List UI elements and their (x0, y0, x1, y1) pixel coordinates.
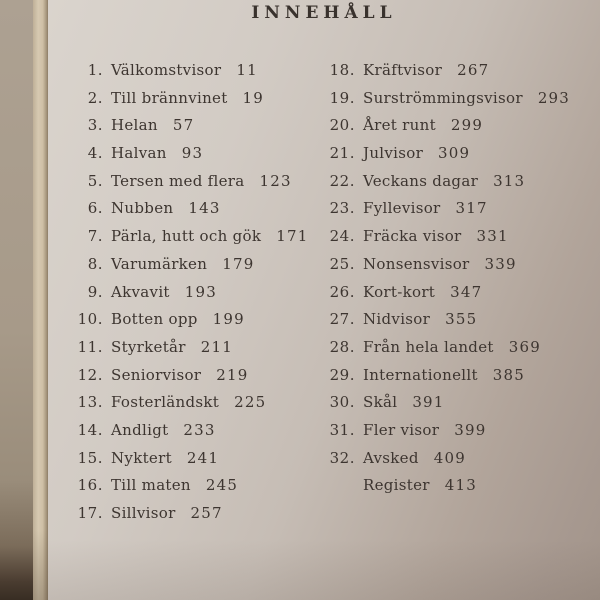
entry-number: 9. (87, 282, 103, 301)
toc-entry (76, 168, 326, 196)
toc-entry (76, 334, 326, 362)
entry-title: Andligt (111, 420, 169, 439)
entry-page-number: 257 (190, 504, 223, 522)
toc-entry (328, 85, 600, 113)
entry-title: Register (363, 476, 430, 495)
entry-title: Pärla, hutt och gök (111, 227, 262, 246)
entry-number: 21. (329, 144, 355, 163)
book-cover-edge (0, 0, 33, 600)
entry-number: 25. (329, 254, 355, 273)
entry-number: 27. (329, 310, 355, 329)
entry-number: 2. (87, 88, 103, 107)
entry-page-number: 19 (242, 88, 265, 107)
entry-title: Fyllevisor (363, 199, 441, 218)
entry-title: Seniorvisor (111, 365, 202, 384)
entry-page-number: 391 (412, 393, 445, 412)
toc-entry (328, 445, 600, 473)
entry-title: Kräftvisor (363, 61, 443, 79)
toc-entry (328, 140, 600, 168)
entry-number: 16. (77, 476, 103, 495)
toc-entry (328, 306, 600, 334)
entry-page-number: 143 (188, 199, 221, 218)
toc-columns (48, 57, 600, 528)
toc-entry (76, 306, 326, 334)
entry-title: Till maten (111, 476, 191, 495)
entry-title: Nyktert (111, 448, 172, 467)
entry-page-number: 179 (222, 254, 255, 273)
toc-entry (328, 195, 600, 223)
entry-title: Fräcka visor (363, 227, 462, 246)
entry-page-number: 317 (455, 199, 488, 218)
toc-entry (328, 334, 600, 362)
entry-number: 7. (87, 227, 103, 246)
toc-entry (76, 57, 326, 85)
entry-title: Nidvisor (363, 310, 431, 329)
entry-page-number: 339 (484, 254, 517, 273)
entry-number: 22. (329, 171, 355, 190)
entry-number: 4. (87, 144, 103, 163)
entry-number: 26. (329, 282, 355, 301)
entry-page-number: 193 (184, 282, 217, 301)
toc-entry (76, 140, 326, 168)
entry-title: Internationellt (363, 365, 478, 384)
entry-title: Kort-kort (363, 282, 436, 301)
toc-entry (76, 500, 326, 528)
toc-entry (76, 362, 326, 390)
entry-title: Veckans dagar (363, 171, 479, 190)
entry-page-number: 369 (508, 337, 541, 356)
entry-number: 1. (87, 61, 103, 79)
entry-page-number: 241 (186, 448, 220, 467)
toc-entry (328, 472, 600, 500)
entry-title: Från hela landet (363, 337, 494, 356)
entry-page-number: 385 (492, 365, 526, 384)
toc-entry (76, 85, 326, 113)
entry-number: 32. (329, 448, 355, 467)
entry-page-number: 399 (454, 420, 487, 439)
toc-entry (76, 445, 326, 473)
toc-entry (328, 389, 600, 417)
entry-title: Året runt (363, 116, 436, 135)
toc-entry (328, 112, 600, 140)
toc-entry (328, 57, 600, 85)
entry-page-number: 233 (183, 420, 216, 439)
toc-entry (76, 112, 326, 140)
entry-page-number: 245 (205, 476, 239, 495)
entry-number: 5. (87, 171, 103, 190)
toc-entry (76, 279, 326, 307)
entry-page-number: 93 (181, 144, 204, 163)
entry-number: 10. (77, 310, 103, 329)
toc-entry (76, 417, 326, 445)
entry-page-number: 225 (234, 393, 267, 412)
entry-number: 13. (77, 393, 103, 412)
entry-page-number: 331 (476, 227, 509, 246)
entry-page-number: 219 (216, 365, 249, 384)
page-title: INNEHÅLL (251, 3, 397, 23)
entry-title: Fler visor (363, 420, 440, 439)
entry-title: Halvan (111, 144, 167, 163)
entry-number: 11. (77, 337, 103, 356)
entry-title: Styrketår (111, 337, 186, 356)
toc-column-right (328, 57, 600, 528)
entry-page-number: 309 (438, 144, 471, 163)
entry-page-number: 171 (276, 227, 309, 246)
entry-page-number: 313 (493, 171, 526, 190)
entry-page-number: 293 (537, 88, 571, 107)
entry-title: Surströmmingsvisor (363, 88, 523, 107)
entry-title: Botten opp (111, 310, 198, 329)
page-stack-edge (33, 0, 48, 600)
entry-number: 24. (329, 227, 355, 246)
toc-entry (76, 195, 326, 223)
toc-entry (76, 389, 326, 417)
toc-entry (328, 168, 600, 196)
entry-title: Tersen med flera (111, 171, 245, 190)
entry-title: Nubben (111, 199, 174, 218)
entry-page-number: 347 (450, 282, 483, 301)
toc-column-left (76, 57, 326, 528)
toc-entry (328, 362, 600, 390)
entry-title: Nonsensvisor (363, 254, 470, 273)
entry-number: 30. (329, 393, 355, 412)
toc-entry (328, 223, 600, 251)
entry-page-number: 299 (450, 116, 484, 135)
entry-title: Avsked (363, 448, 419, 467)
entry-number: 28. (329, 337, 355, 356)
toc-entry (76, 223, 326, 251)
toc-entry (328, 251, 600, 279)
entry-title: Sillvisor (111, 504, 176, 522)
entry-number: 8. (87, 254, 103, 273)
entry-title: Akvavit (111, 282, 170, 301)
entry-page-number: 11 (236, 61, 258, 79)
entry-title: Varumärken (111, 254, 208, 273)
entry-page-number: 211 (200, 337, 233, 356)
entry-number: 20. (329, 116, 355, 135)
entry-page-number: 413 (444, 476, 477, 495)
toc-entry (76, 472, 326, 500)
entry-number: 6. (87, 199, 103, 218)
entry-page-number: 199 (212, 310, 245, 329)
entry-page-number: 355 (445, 310, 478, 329)
entry-number: 19. (329, 88, 355, 107)
entry-title: Skål (363, 393, 398, 412)
entry-title: Fosterländskt (111, 393, 220, 412)
entry-number: 31. (329, 420, 355, 439)
entry-title: Julvisor (363, 144, 424, 163)
entry-page-number: 57 (172, 116, 195, 135)
entry-number: 23. (329, 199, 355, 218)
entry-number: 17. (77, 504, 103, 522)
entry-number: 18. (329, 61, 355, 79)
entry-title: Helan (111, 116, 158, 135)
entry-page-number: 267 (457, 61, 490, 79)
entry-number: 15. (77, 448, 103, 467)
toc-entry (76, 251, 326, 279)
entry-title: Välkomstvisor (111, 61, 222, 79)
toc-entry (328, 279, 600, 307)
contents-page (48, 0, 600, 600)
entry-page-number: 123 (259, 171, 292, 190)
entry-page-number: 409 (433, 448, 466, 467)
entry-number: 12. (77, 365, 103, 384)
toc-entry (328, 417, 600, 445)
entry-number: 14. (77, 420, 103, 439)
entry-number: 3. (87, 116, 103, 135)
entry-title: Till brännvinet (111, 88, 228, 107)
entry-number: 29. (329, 365, 355, 384)
